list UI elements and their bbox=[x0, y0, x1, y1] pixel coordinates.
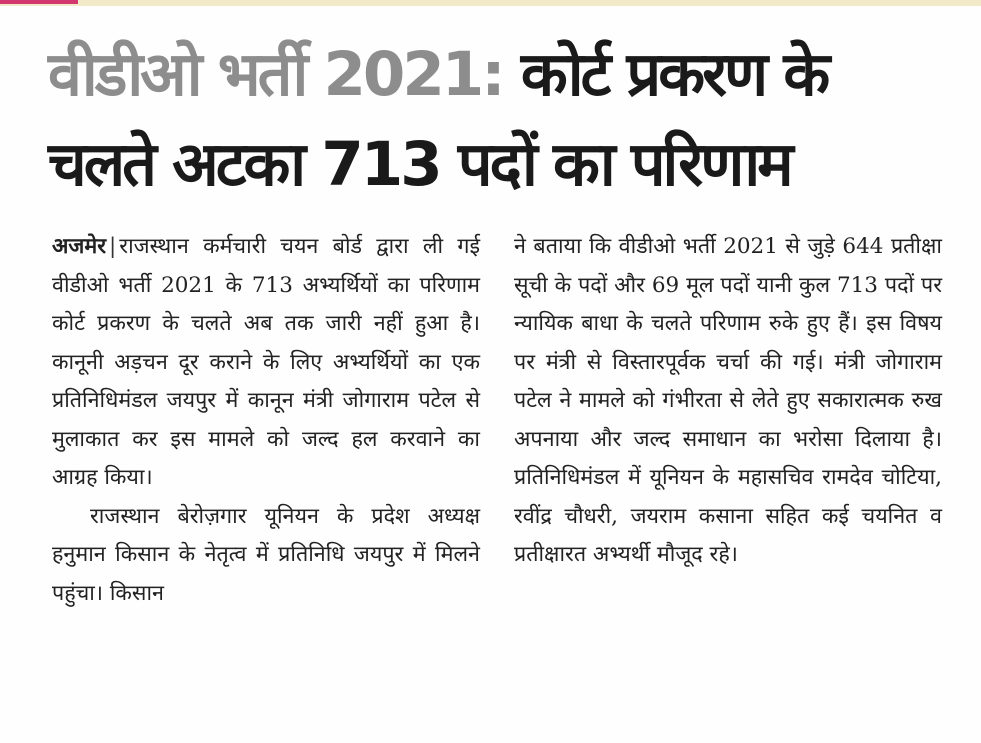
top-accent-bar bbox=[0, 0, 78, 4]
article-paragraph-3: ने बताया कि वीडीओ भर्ती 2021 से जुड़े 644 प्रतीक्षा सूची के पदों और 69 मूल पदों यानी कुल 713 पदों पर न्यायिक बाधा के चलते परिणाम रुके हुए हैं। इस विषय पर मंत्री से विस्तारपूर्वक चर्चा की गई। मंत्री जोगाराम पटेल ने मामले को गंभीरता से लेते हुए सकारात्मक रुख अपनाया और जल्द समाधान का भरोसा दिलाया है। प्रतिनिधिमंडल में यूनियन के महासचिव रामदेव चोटिया, रवींद्र चौधरी, जयराम कसाना सहित कई चयनित व प्रतीक्षारत अभ्यर्थी मौजूद रहे। bbox=[514, 234, 942, 567]
headline-kicker: वीडीओ भर्ती 2021: bbox=[48, 39, 503, 110]
headline-line-2: चलते अटका 713 पदों का परिणाम bbox=[48, 129, 791, 200]
article-paragraph-1-text: राजस्थान कर्मचारी चयन बोर्ड द्वारा ली गई वीडीओ भर्ती 2021 के 713 अभ्यर्थियों का परिणाम कोर्ट प्रकरण के चलते अब तक जारी नहीं हुआ है। कानूनी अड़चन दूर कराने के लिए अभ्यर्थियों का एक प्रतिनिधिमंडल जयपुर में कानून मंत्री जोगाराम पटेल से मुलाकात कर इस मामले को जल्द हल करवाने का आग्रह किया। bbox=[52, 234, 480, 490]
article-paragraph-2: राजस्थान बेरोज़गार यूनियन के प्रदेश अध्यक्ष हनुमान किसान के नेतृत्व में प्रतिनिधि जयपुर में मिलने पहुंचा। किसान bbox=[52, 503, 480, 606]
dateline: अजमेर bbox=[52, 234, 107, 259]
article-column-right bbox=[514, 228, 942, 575]
headline-part-2: कोर्ट प्रकरण के bbox=[520, 39, 828, 110]
top-color-strip bbox=[0, 0, 981, 6]
headline bbox=[48, 30, 958, 210]
article-column-left bbox=[52, 228, 480, 613]
article-paragraph-1 bbox=[52, 228, 480, 498]
dateline-separator: | bbox=[109, 234, 117, 259]
headline-line-1 bbox=[48, 30, 958, 120]
